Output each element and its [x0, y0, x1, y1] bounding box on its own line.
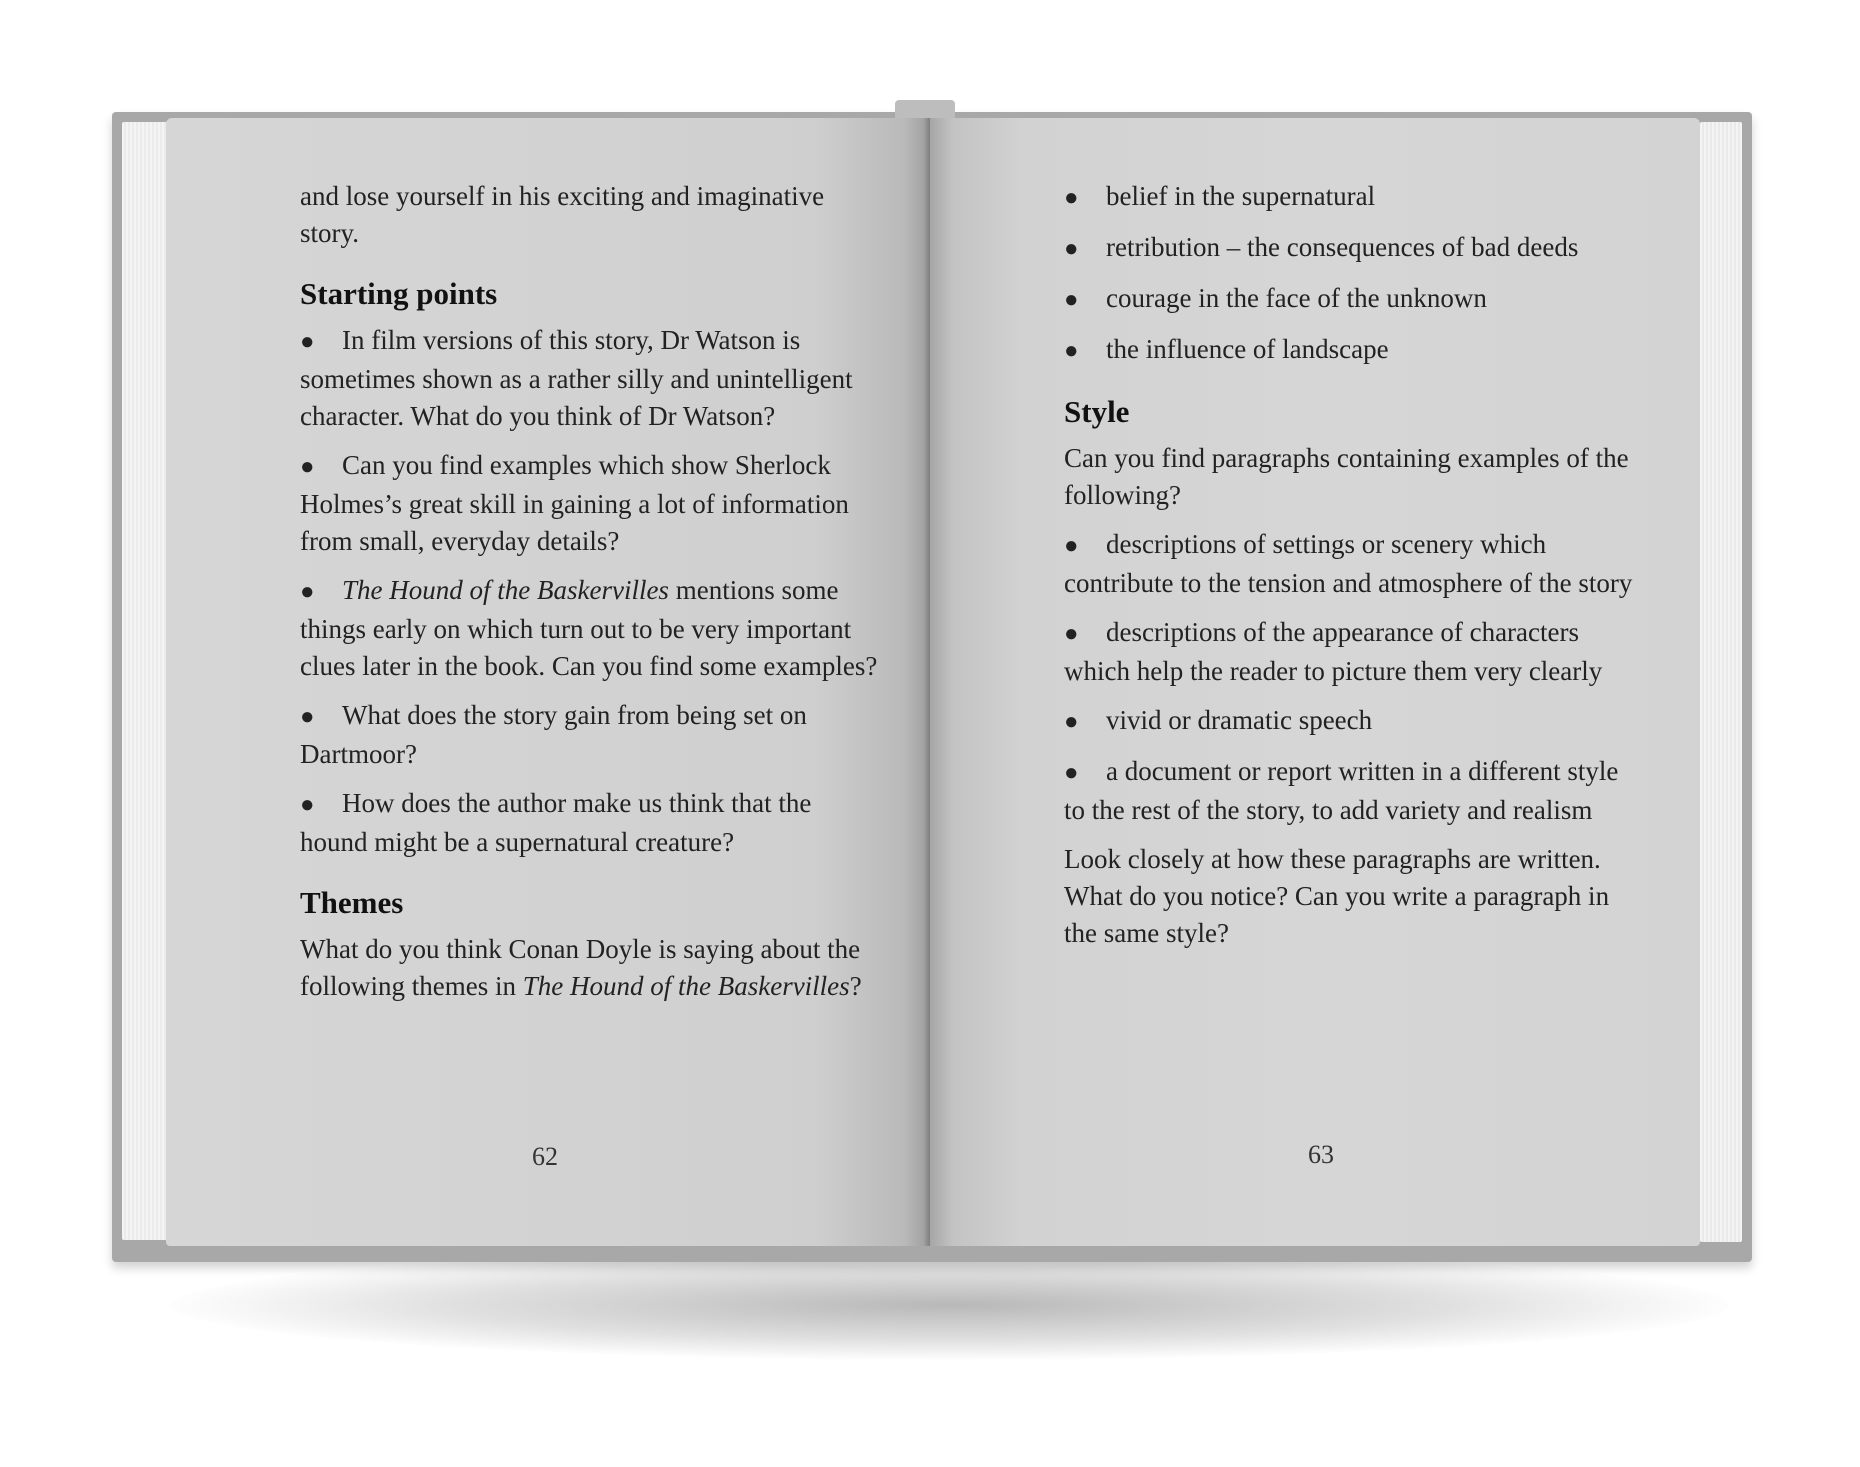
list-item-text: descriptions of settings or scenery which contribute to the tension and atmosphere of the story — [1064, 529, 1633, 598]
page-number-left: 62 — [532, 1142, 558, 1171]
list-item-text: In film versions of this story, Dr Watson is sometimes shown as a rather silly and unintelligent character. What do you think of Dr Watson? — [300, 325, 853, 431]
themes-heading: Themes — [300, 885, 404, 920]
list-item — [1064, 178, 1644, 217]
list-item — [300, 447, 880, 560]
list-item — [1064, 280, 1644, 319]
list-item-text: vivid or dramatic speech — [1106, 705, 1373, 735]
list-item-text: a document or report written in a different style to the rest of the story, to add variety and realism — [1064, 756, 1619, 825]
bullet-icon: ● — [300, 454, 315, 480]
book-title-italic: The Hound of the Baskervilles — [522, 971, 850, 1001]
list-item-text: Can you find examples which show Sherlock Holmes’s great skill in gaining a lot of information from small, everyday details? — [300, 450, 849, 556]
themes-text-start: What do you think Conan Doyle is saying about the following themes in — [300, 934, 861, 1001]
intro-paragraph: and lose yourself in his exciting and imaginative story. — [300, 181, 825, 248]
bullet-icon: ● — [1064, 338, 1079, 364]
list-item-text: courage in the face of the unknown — [1106, 283, 1487, 313]
list-item — [1064, 753, 1644, 829]
bullet-icon: ● — [1064, 236, 1079, 262]
bullet-icon: ● — [1064, 709, 1079, 735]
book-title-italic: The Hound of the Baskervilles — [342, 575, 669, 605]
left-page-content — [300, 178, 880, 1017]
list-item — [300, 572, 880, 685]
bullet-icon: ● — [300, 579, 315, 605]
list-item-text: retribution – the consequences of bad deeds — [1106, 232, 1579, 262]
list-item — [1064, 526, 1644, 602]
list-item-text: mentions some things early on which turn out to be very important clues later in the book. Can you find some examples? — [300, 575, 878, 681]
list-item — [300, 322, 880, 435]
list-item — [300, 785, 880, 861]
list-item-text: What does the story gain from being set on Dartmoor? — [300, 700, 807, 769]
list-item-text: How does the author make us think that the hound might be a supernatural creature? — [300, 788, 812, 857]
right-page — [930, 118, 1700, 1246]
bullet-icon: ● — [1064, 287, 1079, 313]
right-page-content — [1064, 178, 1644, 964]
page-number-right: 63 — [1308, 1140, 1334, 1169]
list-item — [1064, 331, 1644, 370]
bullet-icon: ● — [1064, 760, 1079, 786]
list-item-text: belief in the supernatural — [1106, 181, 1376, 211]
style-heading: Style — [1064, 394, 1130, 429]
themes-text-end: ? — [849, 971, 862, 1001]
style-outro-paragraph: Look closely at how these paragraphs are written. What do you notice? Can you write a paragraph in the same style? — [1064, 844, 1610, 948]
book-shadow — [170, 1250, 1730, 1360]
themes-paragraph — [300, 931, 880, 1005]
right-page-edges — [1700, 122, 1742, 1242]
list-item-text: descriptions of the appearance of characters which help the reader to picture them very clearly — [1064, 617, 1603, 686]
list-item — [1064, 614, 1644, 690]
bullet-icon: ● — [1064, 533, 1079, 559]
list-item — [300, 697, 880, 773]
bullet-icon: ● — [300, 704, 315, 730]
list-item — [1064, 702, 1644, 741]
left-page — [166, 118, 928, 1246]
bullet-icon: ● — [300, 792, 315, 818]
bullet-icon: ● — [300, 329, 315, 355]
list-item — [1064, 229, 1644, 268]
left-page-edges — [122, 122, 172, 1240]
bullet-icon: ● — [1064, 621, 1079, 647]
list-item-text: the influence of landscape — [1106, 334, 1389, 364]
style-intro-paragraph: Can you find paragraphs containing examples of the following? — [1064, 443, 1629, 510]
starting-points-heading: Starting points — [300, 276, 498, 311]
bullet-icon: ● — [1064, 185, 1079, 211]
